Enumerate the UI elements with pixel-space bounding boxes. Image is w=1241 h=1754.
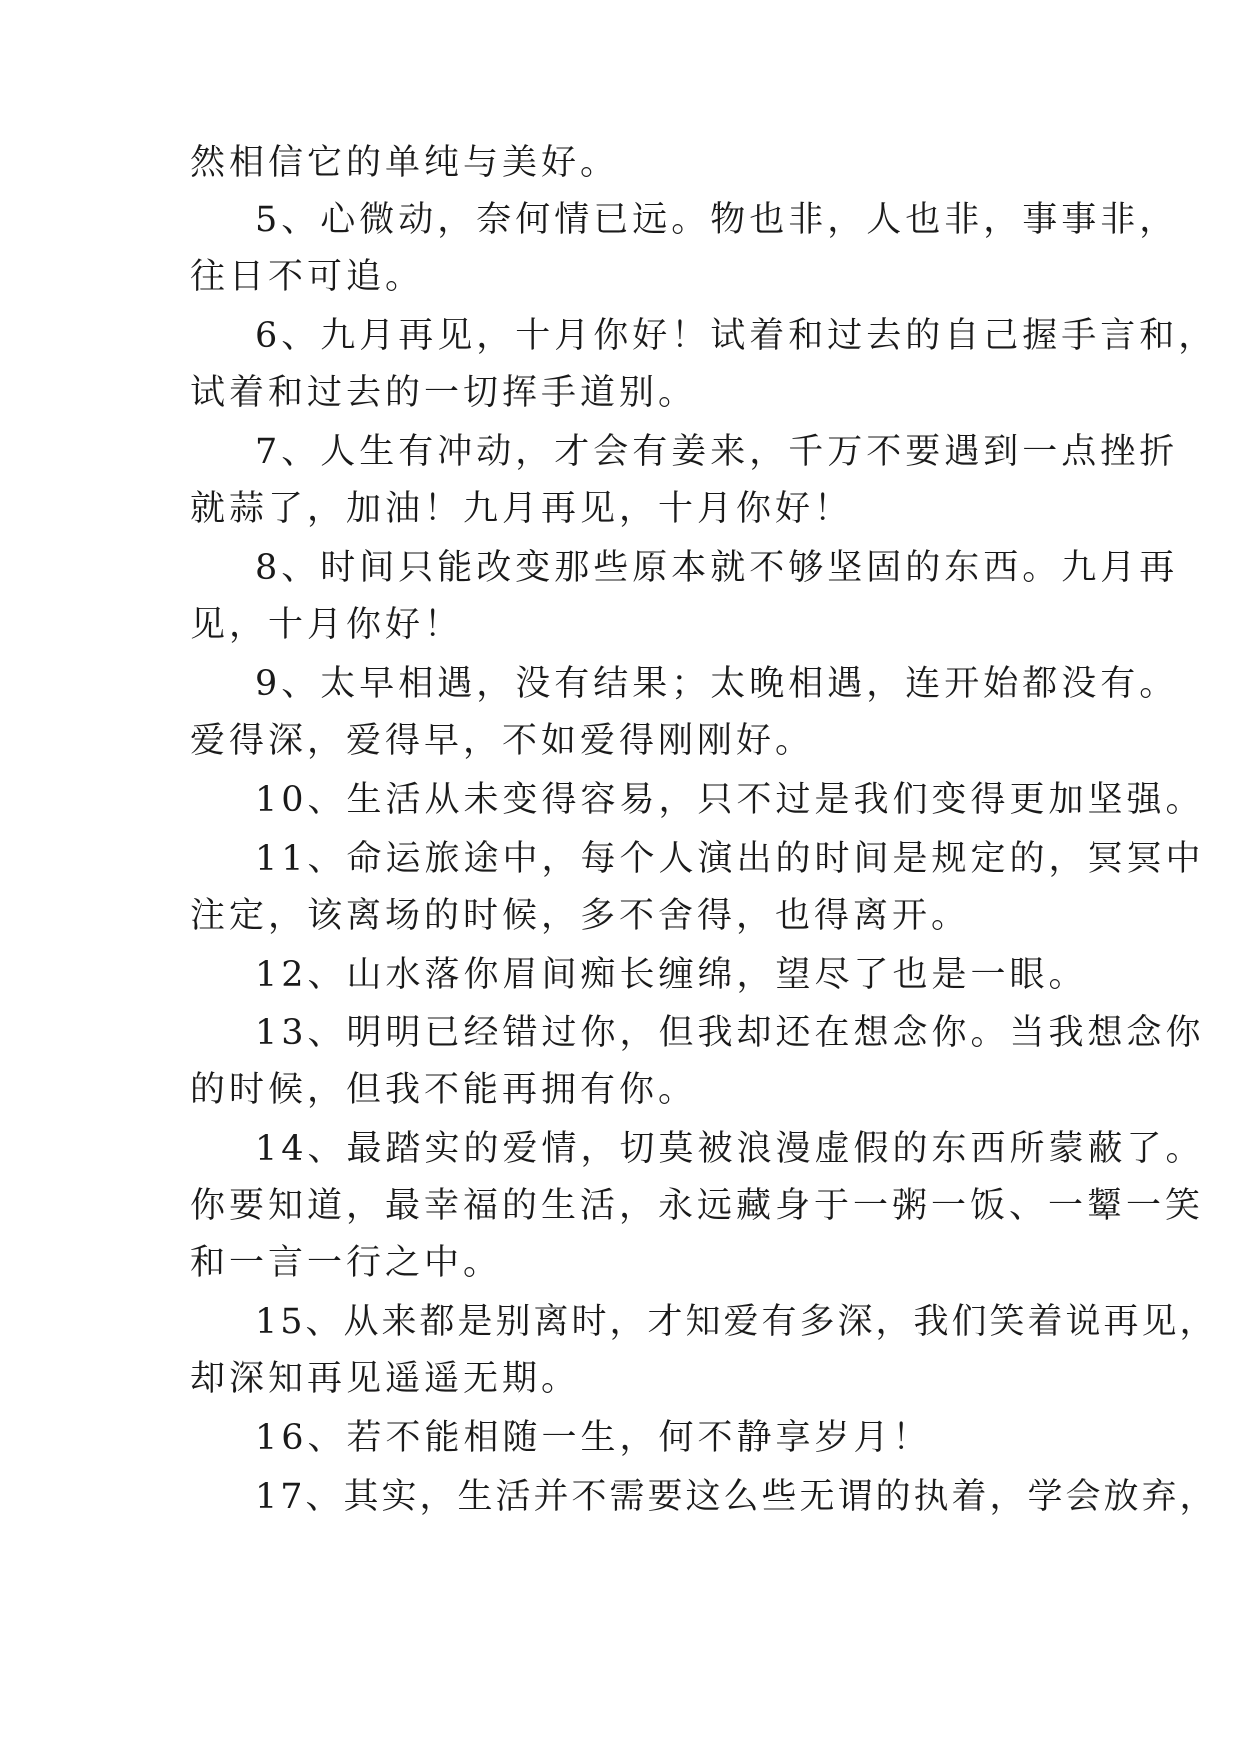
text-line: 16、若不能相随一生，何不静享岁月！ — [255, 1418, 932, 1458]
text-line: 17、其实，生活并不需要这么些无谓的执着，学会放弃， — [255, 1477, 1218, 1517]
text-line: 7、人生有冲动，才会有姜来，千万不要遇到一点挫折 — [255, 432, 1179, 472]
text-line: 9、太早相遇，没有结果；太晚相遇，连开始都没有。 — [255, 664, 1179, 704]
text-line: 试着和过去的一切挥手道别。 — [190, 373, 698, 413]
text-line: 爱得深，爱得早，不如爱得刚刚好。 — [190, 721, 815, 761]
text-line: 就蒜了，加油！九月再见，十月你好！ — [190, 489, 854, 529]
text-line: 的时候，但我不能再拥有你。 — [190, 1070, 698, 1110]
text-line: 你要知道，最幸福的生活，永远藏身于一粥一饭、一颦一笑 — [190, 1186, 1205, 1226]
text-line: 13、明明已经错过你，但我却还在想念你。当我想念你 — [255, 1013, 1205, 1053]
text-line: 和一言一行之中。 — [190, 1243, 503, 1283]
text-line: 14、最踏实的爱情，切莫被浪漫虚假的东西所蒙蔽了。 — [255, 1129, 1205, 1169]
text-line: 然相信它的单纯与美好。 — [190, 143, 620, 183]
text-line: 5、心微动，奈何情已远。物也非，人也非，事事非， — [255, 200, 1179, 240]
text-line: 8、时间只能改变那些原本就不够坚固的东西。九月再 — [255, 548, 1179, 588]
text-line: 往日不可追。 — [190, 257, 425, 297]
text-line: 12、山水落你眉间痴长缠绵，望尽了也是一眼。 — [255, 955, 1088, 995]
text-line: 6、九月再见，十月你好！试着和过去的自己握手言和， — [255, 316, 1218, 356]
text-line: 却深知再见遥遥无期。 — [190, 1359, 581, 1399]
text-line: 见，十月你好！ — [190, 605, 464, 645]
text-line: 注定，该离场的时候，多不舍得，也得离开。 — [190, 896, 971, 936]
text-line: 10、生活从未变得容易，只不过是我们变得更加坚强。 — [255, 780, 1205, 820]
text-line: 15、从来都是别离时，才知爱有多深，我们笑着说再见， — [255, 1302, 1218, 1342]
text-line: 11、命运旅途中，每个人演出的时间是规定的，冥冥中 — [255, 839, 1205, 879]
